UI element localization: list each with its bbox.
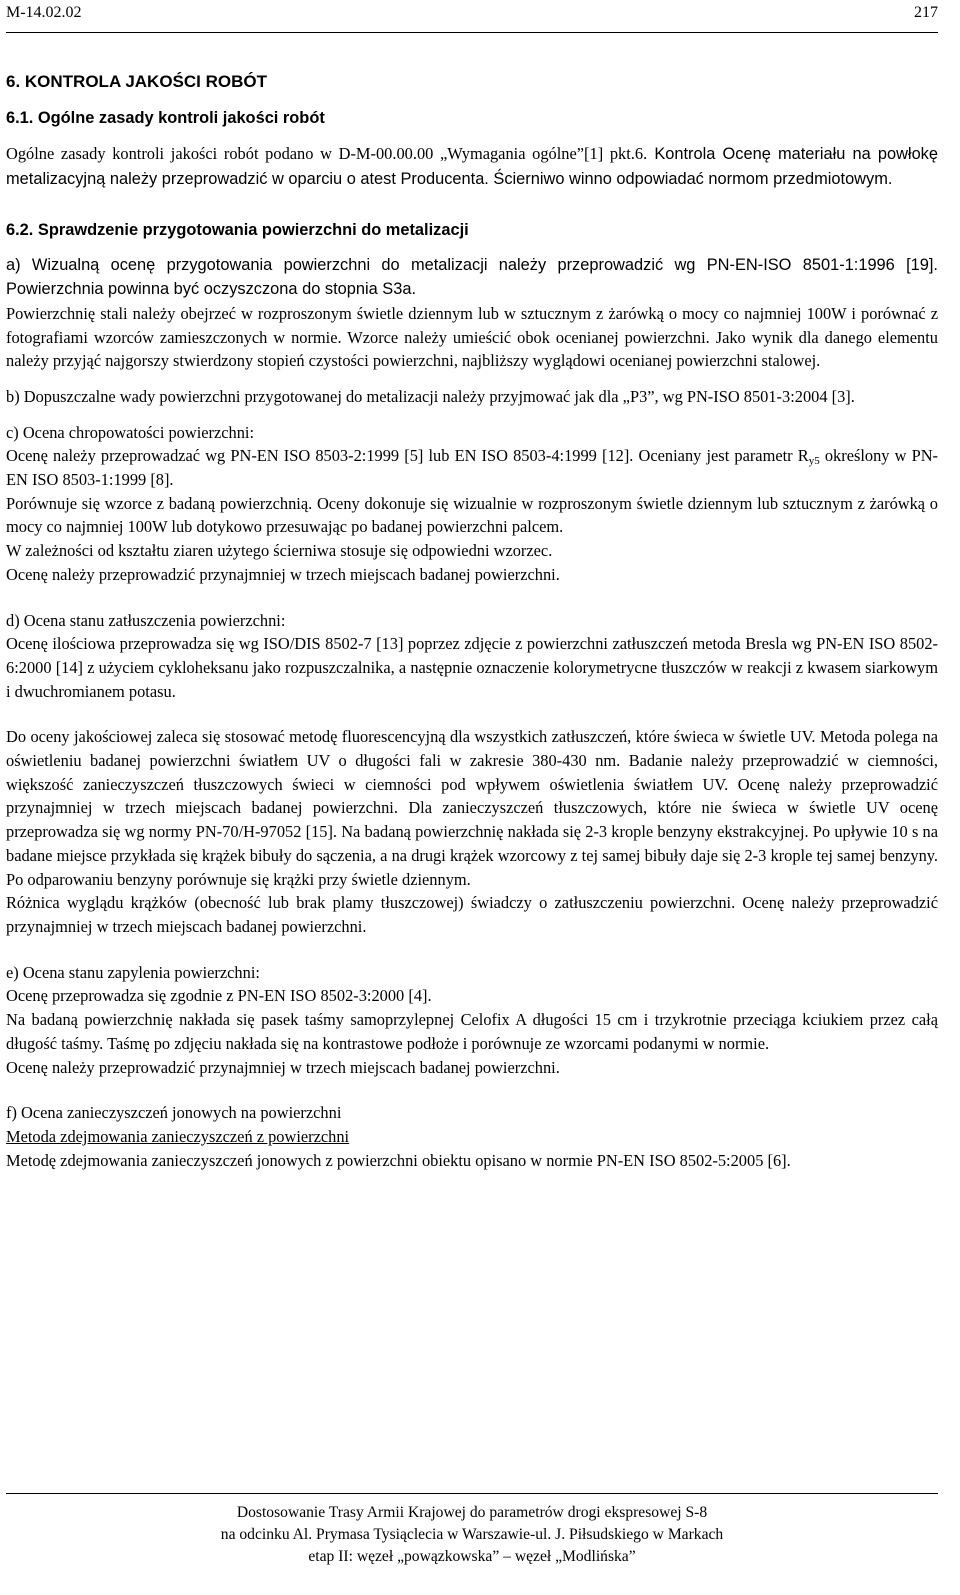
paragraph-e-locations: Ocenę należy przeprowadzić przynajmniej w trzech miejscach badanej powierzchni. (6, 1057, 560, 1077)
subsection-heading-6-1: 6.1. Ogólne zasady kontroli jakości robót (6, 109, 325, 127)
roughness-parameter-subscript: y5 (808, 455, 820, 468)
footer-line-3: etap II: węzeł „powązkowska” – węzeł „Modlińska” (308, 1548, 636, 1565)
document-body (6, 70, 938, 1172)
paragraph-e-standard: Ocenę przeprowadza się zgodnie z PN-EN ISO 8502-3:2000 [4]. (6, 986, 432, 1006)
material-assessment-text: Kontrola Ocenę materiału na powłokę metalizacyjną należy przeprowadzić w oparciu o atest Producenta. Ścierniwo winno odpowiadać normom przedmiotowym. (6, 145, 938, 188)
footer-line-1: Dostosowanie Trasy Armii Krajowej do parametrów drogi ekspresowej S-8 (236, 1504, 708, 1521)
paragraph-a-text: a) Wizualną ocenę przygotowania powierzchni do metalizacji należy przeprowadzić wg PN-EN-ISO 8501-1:1996 [19]. Powierzchnia powinna być oczyszczona do stopnia S3a. (6, 256, 938, 299)
footer-line-2: na odcinku Al. Prymasa Tysiąclecia w Warszawie-ul. J. Piłsudskiego w Markach (220, 1526, 724, 1543)
heading-e-dust: e) Ocena stanu zapylenia powierzchni: (6, 962, 260, 982)
paragraph-c-locations: Ocenę należy przeprowadzić przynajmniej w trzech miejscach badanej powierzchni. (6, 564, 560, 584)
paragraph-a-visual (6, 254, 938, 301)
paragraph-d-quantitative: Ocenę ilościowa przeprowadza się wg ISO/DIS 8502-7 [13] poprzez zdjęcie z powierzchni zatłuszczeń metoda Bresla wg PN-EN ISO 8502-6:2000 [14] z użyciem cykloheksanu jako rozpuszczalnika, a następnie oznaczenie kolorymetrycne tłuszczów w reakcji z kwasem siarkowym i dwuchromianem potasu. (6, 634, 938, 701)
heading-c-roughness: c) Ocena chropowatości powierzchni: (6, 422, 255, 442)
section-heading: 6. KONTROLA JAKOŚCI ROBÓT (6, 72, 267, 91)
page-footer (6, 1502, 938, 1568)
paragraph-c-comparison: Porównuje się wzorce z badaną powierzchnią. Oceny dokonuje się wizualnie w rozproszonym świetle dziennym lub sztucznym z żarówką o mocy co najmniej 100W lub dotykowo przesuwając po badanej powierzchni palcem. (6, 493, 938, 537)
paragraph-f-description: Metodę zdejmowania zanieczyszczeń jonowych z powierzchni obiektu opisano w normie PN-EN ISO 8502-5:2005 [6]. (6, 1150, 791, 1170)
paragraph-d-difference: Różnica wyglądu krążków (obecność lub brak plamy tłuszczowej) świadczy o zatłuszczeniu powierzchni. Ocenę należy przeprowadzić przynajmniej w trzech miejscach badanej powierzchni. (6, 893, 938, 936)
general-rules-text: Ogólne zasady kontroli jakości robót podano w D-M-00.00.00 „Wymagania ogólne”[1] pkt.6. (6, 144, 648, 163)
document-code: M-14.02.02 (6, 4, 82, 21)
heading-d-grease: d) Ocena stanu zatłuszczenia powierzchni: (6, 610, 286, 630)
subheading-f-method: Metoda zdejmowania zanieczyszczeń z powierzchni (6, 1126, 350, 1146)
paragraph-e-tape: Na badaną powierzchnię nakłada się pasek taśmy samoprzylepnej Celofix A długości 15 cm i trzykrotnie przeciąga kciukiem przez całą długość taśmy. Taśmę po zdjęciu nakłada się na kontrastowe podłoże i porównuje ze wzorcami podanymi w normie. (6, 1010, 938, 1053)
roughness-method-text: Ocenę należy przeprowadzać wg PN-EN ISO 8503-2:1999 [5] lub EN ISO 8503-4:1999 [12]. Oceniany jest parametr R (6, 446, 809, 466)
heading-f-ionic: f) Ocena zanieczyszczeń jonowych na powierzchni (6, 1103, 342, 1123)
paragraph-d-qualitative: Do oceny jakościowej zaleca się stosować metodę fluorescencyjną dla wszystkich zatłuszczeń, które świeca w świetle UV. Metoda polega na oświetleniu badanej powierzchni światłem UV o długości fali w zakresie 380-430 nm. Badanie należy przeprowadzić w ciemności, większość zanieczyszczeń tłuszczowych świeci w ciemności pod wpływem oświetlenia światłem UV. Ocenę należy przeprowadzić przynajmniej w trzech miejscach badanej powierzchni. Dla zanieczyszczeń tłuszczowych, które nie świeca w świetle UV ocenę przeprowadza się wg normy PN-70/H-97052 [15]. Na badaną powierzchnię nakłada się 2-3 krople benzyny ekstrakcyjnej. Po upływie 10 s na badane miejsce przykłada się krążek bibuły do sączenia, a na drugi krążek wzorcowy z tej samej bibuły daje się 2-3 krople tej samej benzyny. Po odparowaniu benzyny porównuje się krążki przy świetle dziennym. (6, 727, 938, 889)
paragraph-c-pattern: W zależności od kształtu ziaren użytego ścierniwa stosuje się odpowiedni wzorzec. (6, 541, 553, 561)
footer-divider (6, 1493, 938, 1494)
paragraph-c-method (6, 444, 938, 491)
paragraph-general-rules (6, 142, 938, 191)
page-number: 217 (914, 4, 938, 21)
roughness-standard-text: określony w PN-EN ISO 8503-1:1999 [8]. (6, 446, 939, 490)
paragraph-a-inspection: Powierzchnię stali należy obejrzeć w rozproszonym świetle dziennym lub w sztucznym z żarówką o mocy co najmniej 100W i porównać z fotografiami wzorców zamieszczonych w normie. Wzorce należy umieścić obok ocenianej powierzchni. Jako wynik dla danego elementu należy przyjąć najgorszy stwierdzony stopień czystości powierzchni, najbliższy wyglądowi ocenianej powierzchni stalowej. (6, 303, 938, 371)
page-header (6, 4, 938, 24)
subsection-heading-6-2: 6.2. Sprawdzenie przygotowania powierzchni do metalizacji (6, 221, 469, 240)
header-divider (6, 32, 938, 33)
paragraph-b-defects: b) Dopuszczalne wady powierzchni przygotowanej do metalizacji należy przyjmować jak dla „P3”, wg PN-ISO 8501-3:2004 [3]. (6, 386, 855, 406)
